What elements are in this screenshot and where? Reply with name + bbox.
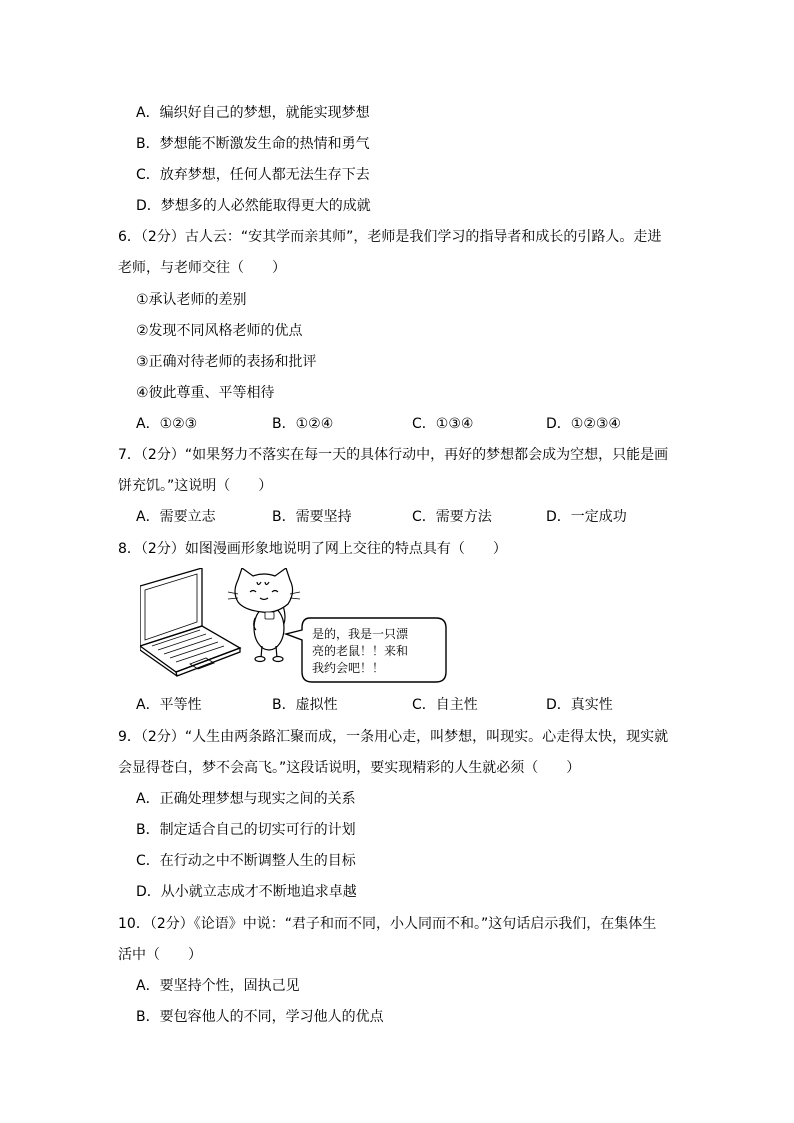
q10-stem-line1: 10．（2分）《论语》中说：“君子和而不同，小人同而不和。”这句话启示我们，在集体生 xyxy=(118,916,657,932)
laptop-icon xyxy=(140,568,240,676)
q5-option-a: A．编织好自己的梦想，就能实现梦想 xyxy=(136,105,370,121)
bubble-line-3: 我约会吧！！ xyxy=(312,661,385,675)
q8-options xyxy=(0,695,613,715)
q5-option-d: D．梦想多的人必然能取得更大的成就 xyxy=(136,198,371,214)
q8-stem-line1: 8．（2分）如图漫画形象地说明了网上交往的特点具有（ ） xyxy=(118,541,507,557)
q6-item-4: ④彼此尊重、平等相待 xyxy=(136,385,275,401)
q7-option-b: B．需要坚持 xyxy=(272,509,352,525)
q8-option-d: D．真实性 xyxy=(546,697,613,713)
q10-stem-line2: 活中（ ） xyxy=(118,947,202,963)
q9-option-c: C．在行动之中不断调整人生的目标 xyxy=(136,853,356,869)
q7-stem-line1: 7．（2分）“如果努力不落实在每一天的具体行动中，再好的梦想都会成为空想，只能是画 xyxy=(118,447,669,463)
q7-options xyxy=(0,507,627,527)
cartoon-illustration xyxy=(140,568,450,686)
q9-stem-line1: 9．（2分）“人生由两条路汇聚而成，一条用心走，叫梦想，叫现实。心走得太快，现实就 xyxy=(118,729,669,745)
q9-option-a: A．正确处理梦想与现实之间的关系 xyxy=(136,791,356,807)
q10-option-a: A．要坚持个性，固执己见 xyxy=(136,978,300,994)
q7-stem-line2: 饼充饥。”这说明（ ） xyxy=(118,478,273,494)
q8-option-c: C．自主性 xyxy=(412,697,478,713)
q6-stem-line2: 老师，与老师交往（ ） xyxy=(118,260,286,276)
q6-item-3: ③正确对待老师的表扬和批评 xyxy=(136,354,317,370)
bubble-line-1: 是的，我是一只漂 xyxy=(312,627,409,641)
q9-option-d: D．从小就立志成才不断地追求卓越 xyxy=(136,884,357,900)
q7-option-c: C．需要方法 xyxy=(412,509,492,525)
q6-options xyxy=(0,414,621,434)
q6-option-a: A．①②③ xyxy=(136,416,198,432)
q6-stem-line1: 6．（2分）古人云：“安其学而亲其师”，老师是我们学习的指导者和成长的引路人。走进 xyxy=(118,229,662,245)
bubble-line-2: 亮的老鼠！！来和 xyxy=(312,644,409,658)
q8-option-a: A．平等性 xyxy=(136,697,202,713)
q6-item-1: ①承认老师的差别 xyxy=(136,292,247,308)
q10-option-b: B．要包容他人的不同，学习他人的优点 xyxy=(136,1009,384,1025)
q8-option-b: B．虚拟性 xyxy=(272,697,338,713)
q6-item-2: ②发现不同风格老师的优点 xyxy=(136,323,303,339)
q9-stem-line2: 会显得苍白，梦不会高飞。”这段话说明，要实现精彩的人生就必须（ ） xyxy=(118,760,581,776)
q7-option-a: A．需要立志 xyxy=(136,509,216,525)
q6-option-c: C．①③④ xyxy=(412,416,474,432)
q5-option-b: B．梦想能不断激发生命的热情和勇气 xyxy=(136,136,370,152)
q7-option-d: D．一定成功 xyxy=(546,509,627,525)
q6-option-d: D．①②③④ xyxy=(546,416,621,432)
q6-option-b: B．①②④ xyxy=(272,416,334,432)
q9-option-b: B．制定适合自己的切实可行的计划 xyxy=(136,822,356,838)
q5-option-c: C．放弃梦想，任何人都无法生存下去 xyxy=(136,167,370,183)
